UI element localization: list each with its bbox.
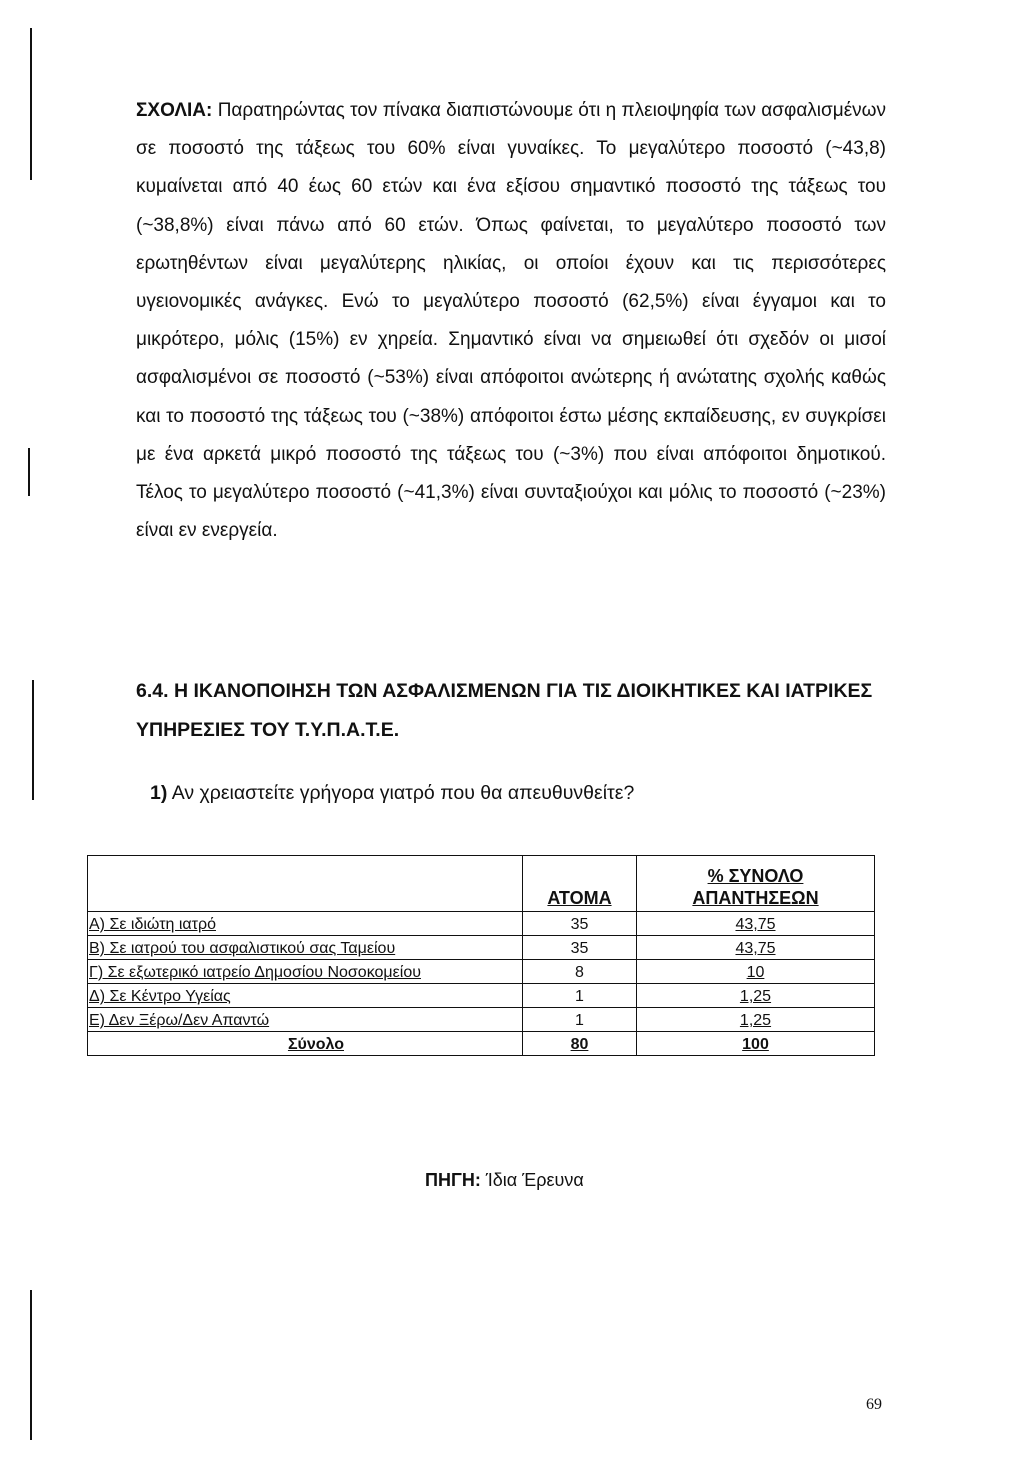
header-empty-cell <box>88 856 523 912</box>
row-percent: 10 <box>637 960 875 984</box>
row-percent: 1,25 <box>637 1008 875 1032</box>
table-row <box>88 1008 875 1032</box>
question <box>150 780 634 806</box>
row-people: 1 <box>523 1008 637 1032</box>
scan-margin-line <box>30 28 32 180</box>
scan-margin-line <box>32 680 34 800</box>
row-people: 35 <box>523 936 637 960</box>
source-note <box>425 1170 584 1191</box>
section-heading: 6.4. Η ΙΚΑΝΟΠΟΙΗΣΗ ΤΩΝ ΑΣΦΑΛΙΣΜΕΝΩΝ ΓΙΑ ΤΙΣ ΔΙΟΙΚΗΤΙΚΕΣ ΚΑΙ ΙΑΤΡΙΚΕΣ ΥΠΗΡΕΣΙΕΣ ΤΟΥ Τ.Υ.Π.Α.Τ.Ε. <box>136 680 873 741</box>
header-percent <box>637 856 875 912</box>
row-label: Α) Σε ιδιώτη ιατρό <box>88 912 523 936</box>
total-people: 80 <box>523 1032 637 1056</box>
header-percent-line1: % ΣΥΝΟΛΟ <box>707 866 804 886</box>
table-row <box>88 984 875 1008</box>
table-header-row <box>88 856 875 912</box>
row-label: Ε) Δεν Ξέρω/Δεν Απαντώ <box>88 1008 523 1032</box>
table-row <box>88 936 875 960</box>
row-percent: 1,25 <box>637 984 875 1008</box>
source-label: ΠΗΓΗ: <box>425 1170 481 1190</box>
row-percent: 43,75 <box>637 912 875 936</box>
total-percent: 100 <box>637 1032 875 1056</box>
page-number: 69 <box>866 1396 882 1413</box>
row-label: Γ) Σε εξωτερικό ιατρείο Δημοσίου Νοσοκομείου <box>88 960 523 984</box>
row-people: 8 <box>523 960 637 984</box>
scan-margin-line <box>30 1290 32 1440</box>
comments-label: ΣΧΟΛΙΑ: <box>136 100 213 121</box>
header-people: ΑΤΟΜΑ <box>523 856 637 912</box>
header-percent-line2: ΑΠΑΝΤΗΣΕΩΝ <box>692 888 819 908</box>
row-people: 35 <box>523 912 637 936</box>
row-label: Β) Σε ιατρού του ασφαλιστικού σας Ταμείου <box>88 936 523 960</box>
question-number: 1) <box>150 782 168 804</box>
question-text: Αν χρειαστείτε γρήγορα γιατρό που θα απευθυνθείτε? <box>171 782 635 804</box>
table-row <box>88 960 875 984</box>
row-percent: 43,75 <box>637 936 875 960</box>
row-people: 1 <box>523 984 637 1008</box>
table-row <box>88 912 875 936</box>
comments-text: Παρατηρώντας τον πίνακα διαπιστώνουμε ότι η πλειοψηφία των ασφαλισμένων σε ποσοστό της τάξεως του 60% είναι γυναίκες. Το μεγαλύτερο ποσοστό (~43,8) κυμαίνεται από 40 έως 60 ετών και ένα εξίσου σημαντικό ποσοστό της τάξεως του (~38,8%) είναι πάνω από 60 ετών. Όπως φαίνεται, το μεγαλύτερο ποσοστό των ερωτηθέντων είναι μεγαλύτερης ηλικίας, οι οποίοι έχουν και τις περισσότερες υγειονομικές ανάγκες. Ενώ το μεγαλύτερο ποσοστό (62,5%) είναι έγγαμοι και το μικρότερο, μόλις (15%) εν χηρεία. Σημαντικό είναι να σημειωθεί ότι σχεδόν οι μισοί ασφαλισμένοι σε ποσοστό (~53%) είναι απόφοιτοι ανώτερης ή ανώτατης σχολής καθώς και το ποσοστό της τάξεως του (~38%) απόφοιτοι έστω μέσης εκπαίδευσης, εν συγκρίσει με ένα αρκετά μικρό ποσοστό της τάξεως του (~3%) που είναι απόφοιτοι δημοτικού. Τέλος το μεγαλύτερο ποσοστό (~41,3%) είναι συνταξιούχοι και μόλις το ποσοστό (~23%) είναι εν ενεργεία. <box>136 100 887 542</box>
total-label: Σύνολο <box>88 1032 523 1056</box>
table-total-row <box>88 1032 875 1056</box>
results-table <box>87 855 875 1056</box>
scan-margin-line <box>28 448 30 496</box>
source-text: Ίδια Έρευνα <box>485 1170 584 1190</box>
row-label: Δ) Σε Κέντρο Υγείας <box>88 984 523 1008</box>
comments-paragraph <box>136 92 886 550</box>
